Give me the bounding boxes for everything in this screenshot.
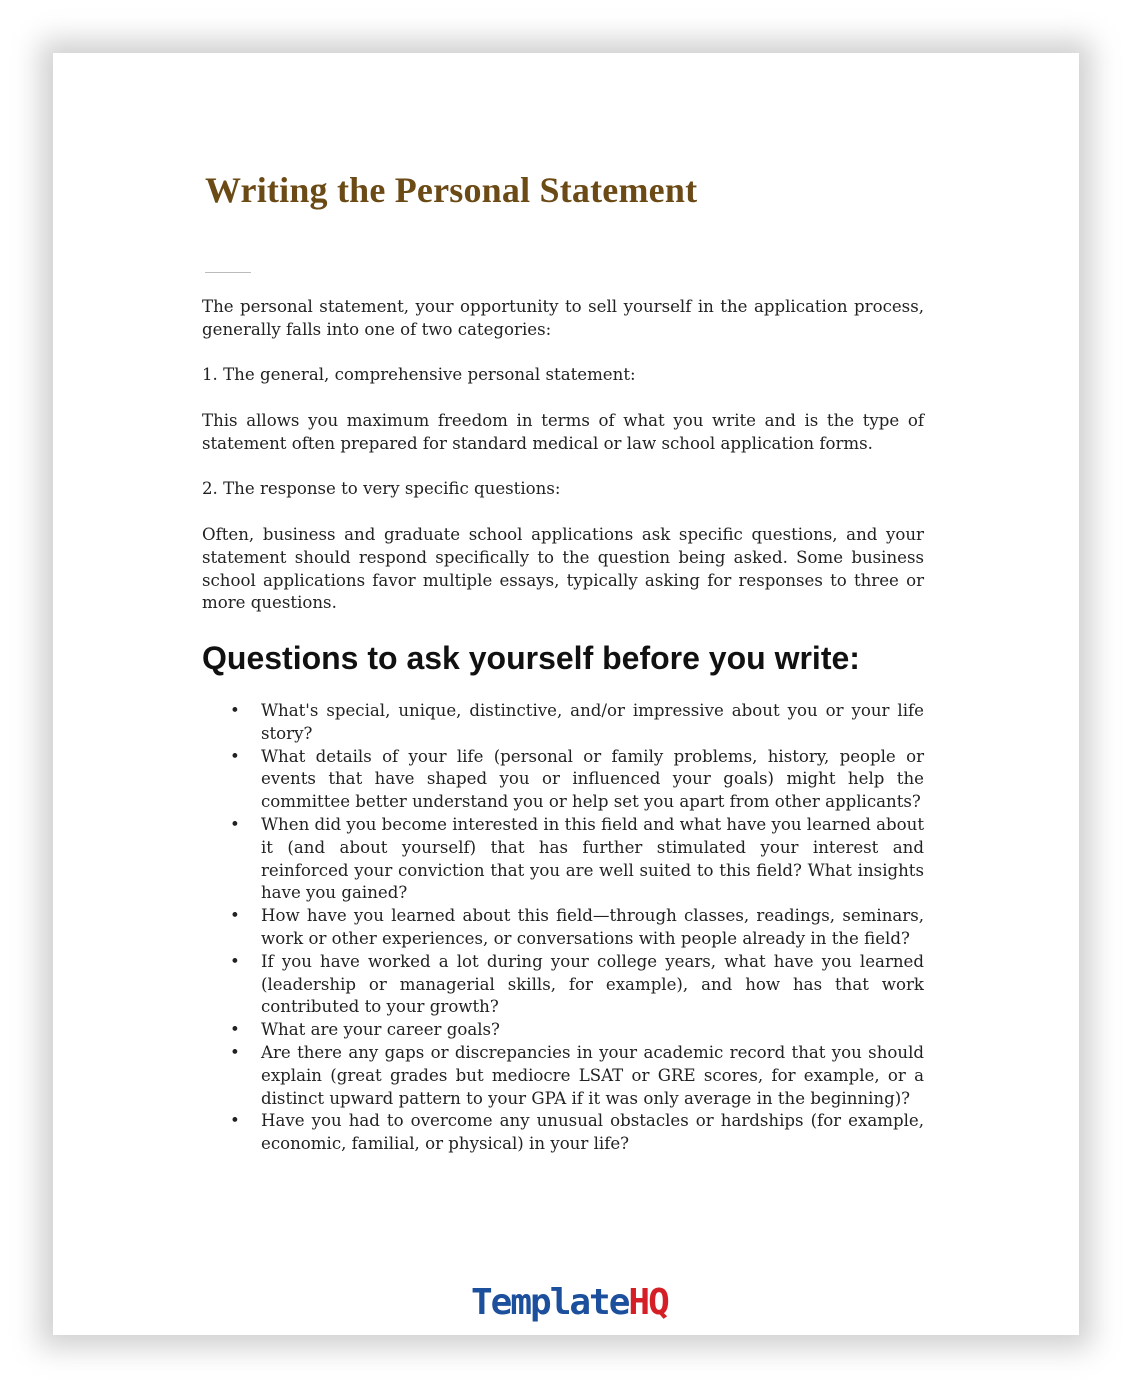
question-item [202,814,924,905]
bullet-icon: • [230,951,240,971]
question-item [202,905,924,951]
bullet-icon: • [230,746,240,766]
bullet-icon: • [230,1042,240,1062]
document-body [202,296,924,1156]
questions-heading: Questions to ask yourself before you write: [202,639,860,676]
category-2-heading: 2. The response to very specific questions: [202,479,561,499]
question-text: What's special, unique, distinctive, and/or impressive about you or your life story? [261,700,924,743]
intro-paragraph: The personal statement, your opportunity to sell yourself in the application process, generally falls into one of two categories: [202,297,924,339]
question-text: How have you learned about this field—through classes, readings, seminars, work or other experiences, or conversations with people already in the field? [261,906,924,948]
question-text: If you have worked a lot during your college years, what have you learned (leadership or managerial skills, for example), and how has that work contributed to your growth? [261,951,924,1017]
bullet-icon: • [230,814,240,834]
questions-list [202,700,924,1156]
logo-template-text: Template [471,1282,629,1323]
bullet-icon: • [230,906,240,926]
question-item [202,746,924,814]
question-item [202,1019,924,1042]
bullet-icon: • [230,1020,240,1040]
question-item [202,1110,924,1156]
category-1-text: This allows you maximum freedom in terms of what you write and is the type of statement often prepared for standard medical or law school application forms. [202,410,924,453]
question-text: Have you had to overcome any unusual obstacles or hardships (for example, economic, familial, or physical) in your life? [261,1111,924,1154]
question-item [202,700,924,746]
templatehq-logo [471,1282,668,1323]
question-text: Are there any gaps or discrepancies in your academic record that you should explain (great grades but mediocre LSAT or GRE scores, for example, or a distinct upward pattern to your GPA if it was only average in the beginning)? [261,1042,924,1108]
document-page [53,53,1079,1335]
question-text: What details of your life (personal or family problems, history, people or events that have shaped you or influenced your goals) might help the committee better understand you or help set you apart from other applicants? [261,746,924,812]
scan-artifact [205,272,251,273]
question-text: What are your career goals? [261,1020,500,1040]
category-2-text: Often, business and graduate school applications ask specific questions, and your statement should respond specifically to the question being asked. Some business school applications favor multiple essays, typically asking for responses to three or more questions. [202,524,924,613]
logo-hq-text: HQ [628,1282,668,1323]
bullet-icon: • [230,1111,240,1131]
question-item [202,951,924,1019]
question-text: When did you become interested in this field and what have you learned about it (and about yourself) that has further stimulated your interest and reinforced your conviction that you are well suited to this field? What insights have you gained? [261,814,924,903]
question-item [202,1042,924,1110]
bullet-icon: • [230,700,240,720]
category-1-heading: 1. The general, comprehensive personal statement: [202,365,636,385]
document-title: Writing the Personal Statement [205,170,698,210]
